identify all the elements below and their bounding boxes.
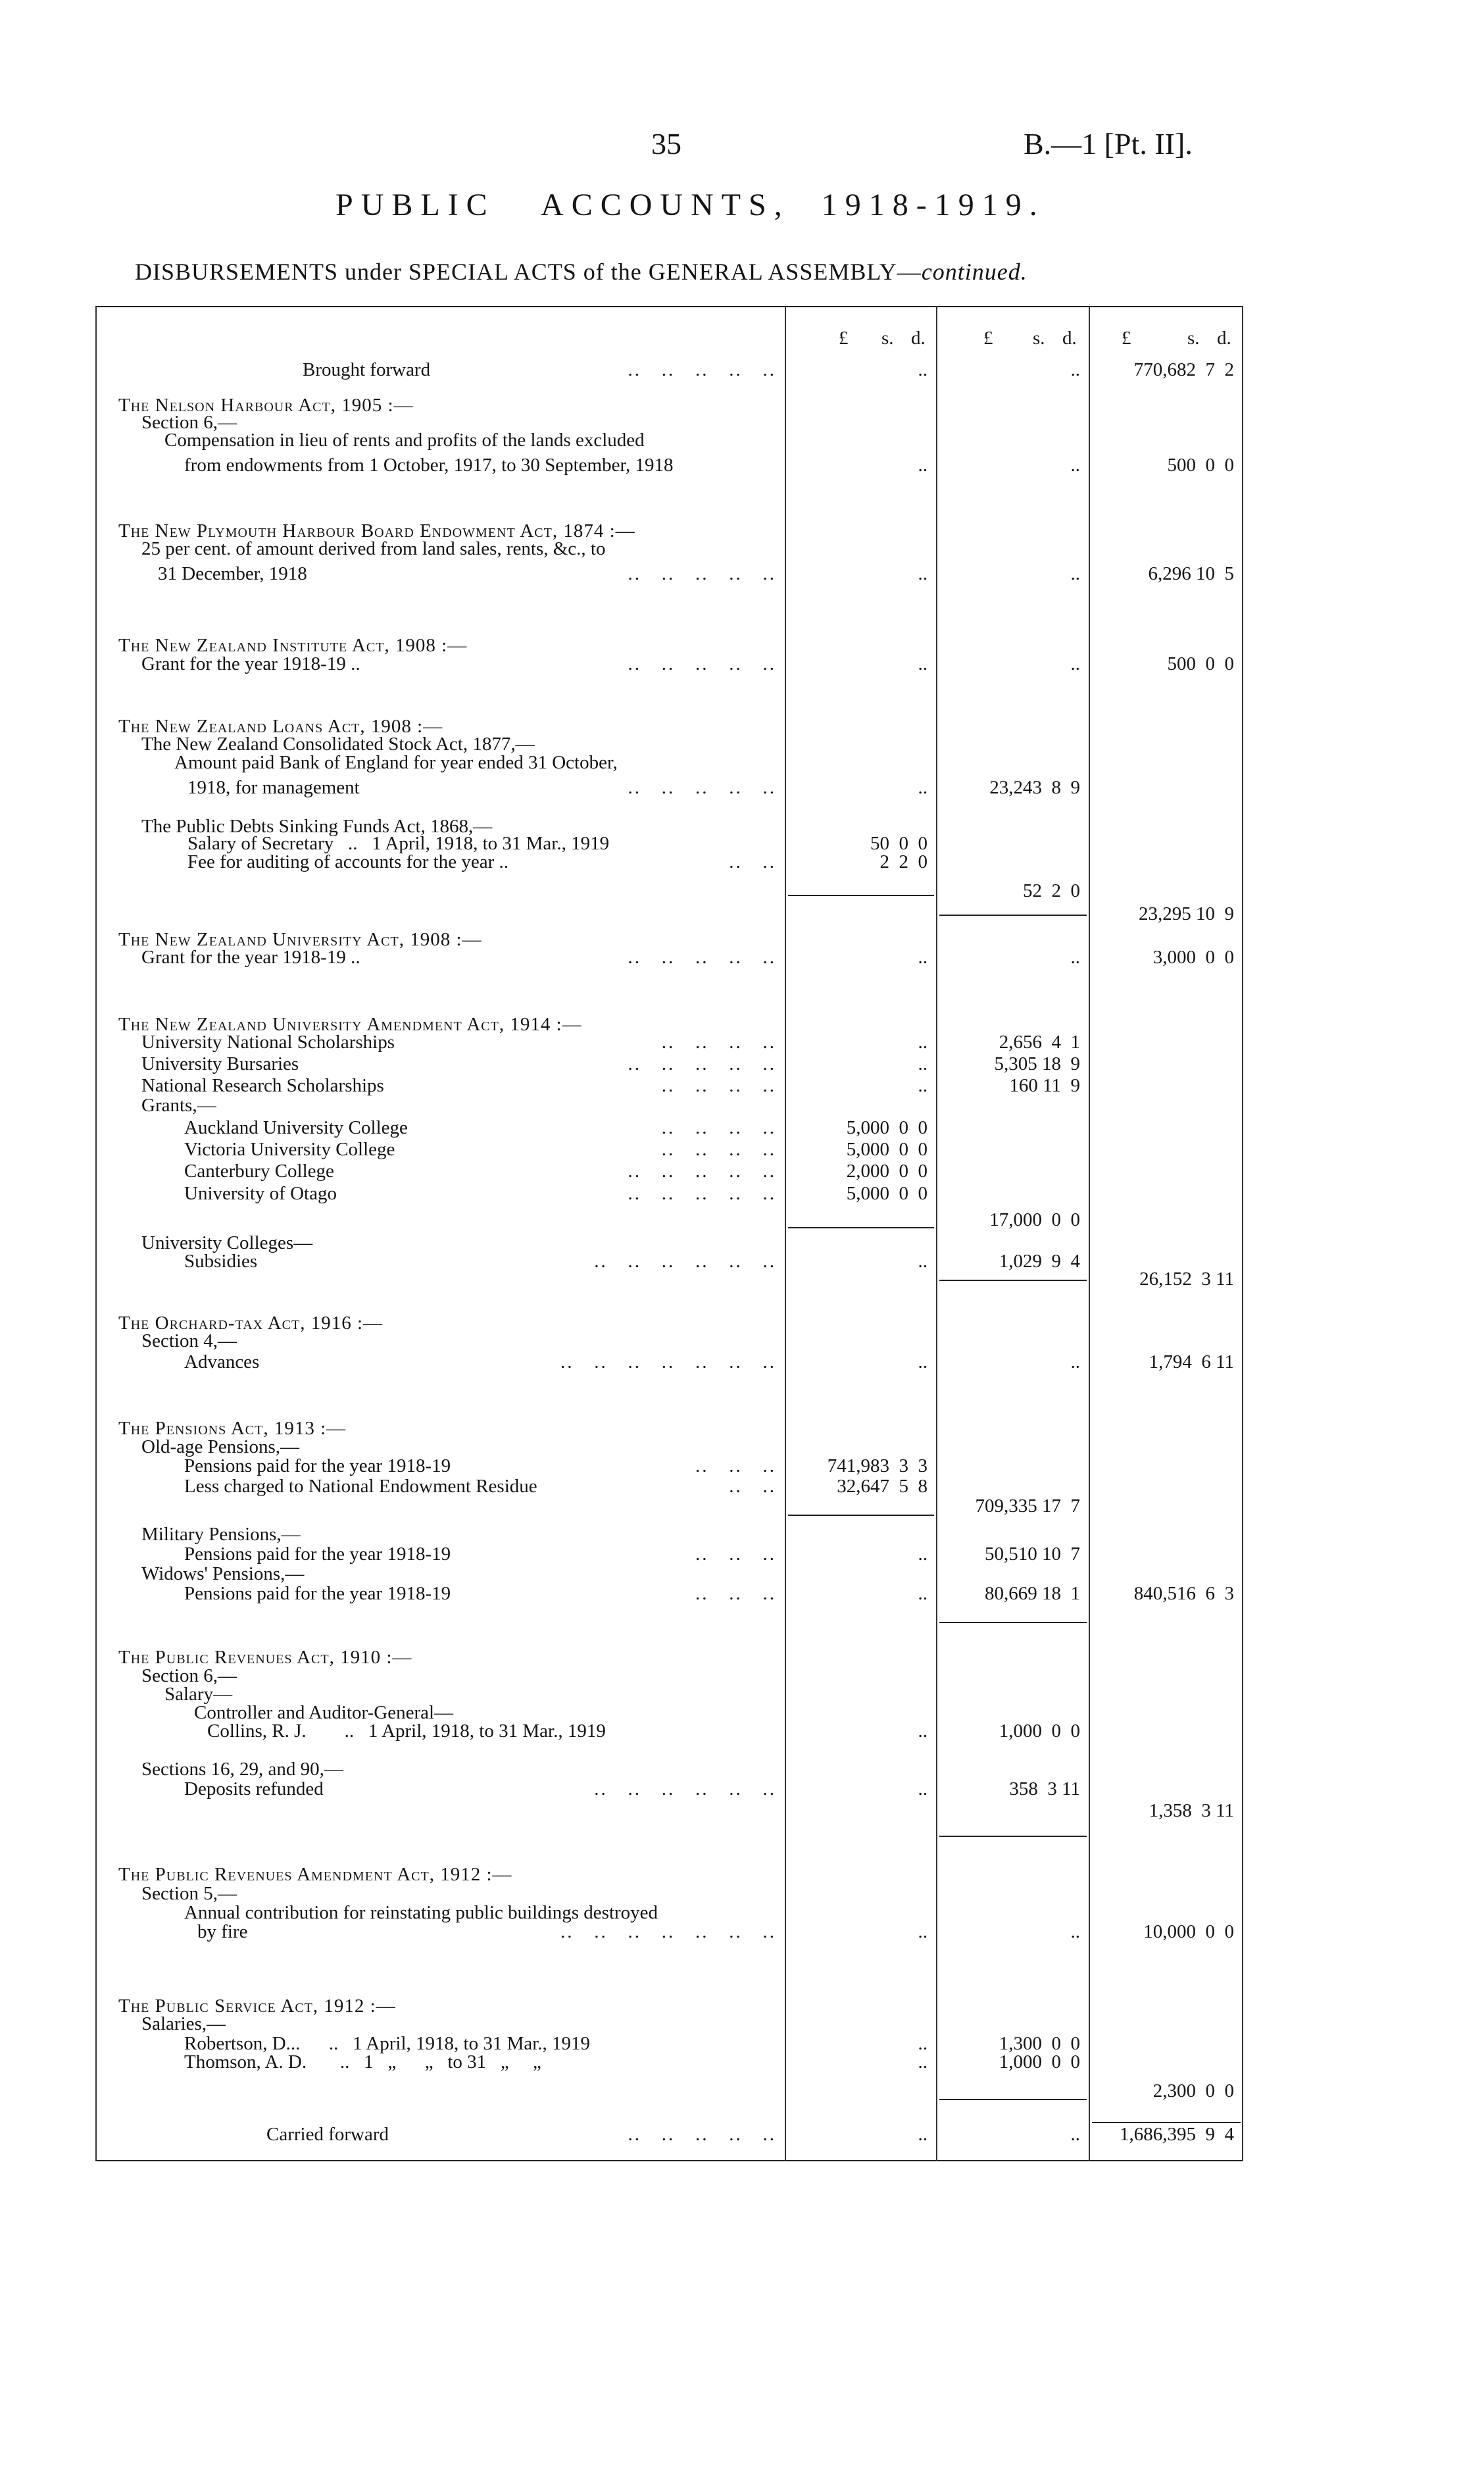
amount-c2: 50,510 10 7 bbox=[985, 1544, 1080, 1565]
item-label: National Research Scholarships bbox=[141, 1075, 384, 1096]
col2-pound-header: £ bbox=[983, 328, 993, 349]
item-label: Pensions paid for the year 1918-19 bbox=[184, 1544, 451, 1565]
subtitle-main: DISBURSEMENTS under SPECIAL ACTS of the GENERAL ASSEMBLY— bbox=[135, 259, 922, 285]
amount-c1: .. bbox=[918, 1053, 928, 1074]
item-label: Section 4,— bbox=[141, 1330, 237, 1351]
subtotal-rule bbox=[939, 1836, 1087, 1837]
item-label: Fee for auditing of accounts for the year .. bbox=[187, 851, 508, 872]
item-label: Brought forward bbox=[303, 359, 431, 380]
dot-leader: .. .. .. .. .. bbox=[628, 653, 776, 674]
item-label: Compensation in lieu of rents and profits of the lands excluded bbox=[164, 430, 645, 451]
amount-c1: .. bbox=[918, 1351, 928, 1372]
item-label: Salaries,— bbox=[141, 2013, 226, 2034]
subtotal-rule bbox=[939, 2099, 1087, 2100]
amount-c1: .. bbox=[918, 1075, 928, 1096]
amount-c1: .. bbox=[918, 1921, 928, 1942]
subtotal-rule bbox=[939, 1622, 1087, 1623]
item-label: Subsidies bbox=[184, 1251, 258, 1272]
amount-c2: .. bbox=[1070, 455, 1080, 476]
item-label: Carried forward bbox=[266, 2124, 389, 2145]
dot-leader: .. .. .. .. bbox=[661, 1117, 776, 1138]
act-heading: The New Zealand Loans Act, 1908 :— bbox=[118, 716, 443, 737]
col3-pound-header: £ bbox=[1122, 328, 1131, 349]
item-label: Grant for the year 1918-19 .. bbox=[141, 653, 360, 674]
act-heading: The Public Revenues Amendment Act, 1912 :— bbox=[118, 1864, 512, 1885]
item-label: Thomson, A. D. .. 1 „ „ to 31 „ „ bbox=[184, 2051, 541, 2072]
item-label: Military Pensions,— bbox=[141, 1524, 301, 1545]
amount-c3: 840,516 6 3 bbox=[1133, 1583, 1234, 1604]
item-label: Grant for the year 1918-19 .. bbox=[141, 947, 360, 968]
page-reference: B.—1 [Pt. II]. bbox=[1024, 127, 1193, 161]
amount-c3: 6,296 10 5 bbox=[1148, 563, 1234, 584]
act-heading: The New Zealand Institute Act, 1908 :— bbox=[118, 635, 468, 656]
table-left-border bbox=[95, 306, 97, 2161]
item-label: Collins, R. J. .. 1 April, 1918, to 31 Mar., 1919 bbox=[207, 1721, 606, 1742]
item-label: Pensions paid for the year 1918-19 bbox=[184, 1583, 451, 1604]
amount-c2: 1,000 0 0 bbox=[999, 1721, 1080, 1742]
amount-c2: .. bbox=[1070, 947, 1080, 968]
item-label: Salary— bbox=[164, 1684, 233, 1705]
dot-leader: .. .. .. .. bbox=[661, 1139, 776, 1160]
act-heading: The New Zealand University Amendment Act, 1914 :— bbox=[118, 1014, 582, 1035]
item-label: Annual contribution for reinstating public buildings destroyed bbox=[184, 1902, 658, 1923]
page-subtitle bbox=[135, 260, 1027, 284]
amount-c2: 52 2 0 bbox=[1023, 880, 1080, 901]
amount-c2: .. bbox=[1070, 1921, 1080, 1942]
amount-c1: .. bbox=[918, 455, 928, 476]
amount-c1: .. bbox=[918, 1721, 928, 1742]
dot-leader: .. .. .. .. .. bbox=[628, 777, 776, 798]
amount-c2: 2,656 4 1 bbox=[999, 1032, 1080, 1053]
page-title: PUBLIC ACCOUNTS, 1918-1919. bbox=[335, 188, 1045, 222]
dot-leader: .. .. .. .. bbox=[661, 1075, 776, 1096]
item-label: Pensions paid for the year 1918-19 bbox=[184, 1455, 451, 1476]
item-label: Deposits refunded bbox=[184, 1778, 324, 1799]
subtotal-rule bbox=[939, 1280, 1087, 1281]
item-label: Victoria University College bbox=[184, 1139, 395, 1160]
amount-c1: .. bbox=[918, 563, 928, 584]
amount-c3: 3,000 0 0 bbox=[1152, 947, 1234, 968]
column-divider-3 bbox=[1089, 306, 1090, 2161]
col1-pence-header: d. bbox=[911, 328, 926, 349]
amount-c1: .. bbox=[918, 1544, 928, 1565]
amount-c1: 50 0 0 bbox=[870, 833, 928, 854]
amount-c2: .. bbox=[1070, 2124, 1080, 2145]
dot-leader: .. .. bbox=[729, 851, 776, 872]
amount-c2: 23,243 8 9 bbox=[989, 777, 1080, 798]
amount-c1: .. bbox=[918, 1251, 928, 1272]
amount-c2: .. bbox=[1070, 1351, 1080, 1372]
act-heading: The Public Revenues Act, 1910 :— bbox=[118, 1647, 412, 1668]
amount-c2: 358 3 11 bbox=[1009, 1778, 1080, 1799]
amount-c3: 10,000 0 0 bbox=[1143, 1921, 1234, 1942]
amount-c1: 741,983 3 3 bbox=[827, 1455, 928, 1476]
amount-c1: .. bbox=[918, 2033, 928, 2054]
item-label: Controller and Auditor-General— bbox=[194, 1702, 454, 1723]
dot-leader: .. .. .. .. bbox=[661, 1032, 776, 1053]
act-heading: The Orchard-tax Act, 1916 :— bbox=[118, 1313, 383, 1334]
amount-c1: 5,000 0 0 bbox=[846, 1117, 928, 1138]
subtotal-rule bbox=[1092, 2122, 1241, 2123]
item-label: University National Scholarships bbox=[141, 1032, 395, 1053]
dot-leader: .. .. .. bbox=[695, 1583, 776, 1604]
col2-shilling-header: s. bbox=[1033, 328, 1045, 349]
item-label: University Colleges— bbox=[141, 1232, 313, 1253]
amount-c1: 5,000 0 0 bbox=[846, 1139, 928, 1160]
col3-pence-header: d. bbox=[1217, 328, 1231, 349]
table-bottom-rule bbox=[95, 2160, 1243, 2161]
amount-c2: 17,000 0 0 bbox=[989, 1209, 1080, 1230]
amount-c1: 5,000 0 0 bbox=[846, 1183, 928, 1204]
item-label: Section 6,— bbox=[141, 412, 237, 433]
dot-leader: .. .. .. bbox=[695, 1544, 776, 1565]
subtotal-rule bbox=[939, 915, 1087, 916]
dot-leader: .. .. .. bbox=[695, 1455, 776, 1476]
amount-c2: 80,669 18 1 bbox=[985, 1583, 1080, 1604]
dot-leader: .. .. bbox=[729, 1476, 776, 1497]
subtotal-rule bbox=[788, 895, 934, 896]
table-right-border bbox=[1242, 306, 1243, 2161]
amount-c2: 1,300 0 0 bbox=[999, 2033, 1080, 2054]
dot-leader: .. .. .. .. .. bbox=[628, 1183, 776, 1204]
column-divider-1 bbox=[785, 306, 786, 2161]
amount-c1: .. bbox=[918, 2051, 928, 2072]
amount-c1: .. bbox=[918, 653, 928, 674]
item-label: Amount paid Bank of England for year ended 31 October, bbox=[174, 752, 618, 773]
amount-c2: 1,029 9 4 bbox=[999, 1251, 1080, 1272]
item-label: 1918, for management bbox=[187, 777, 360, 798]
dot-leader: .. .. .. .. .. .. .. bbox=[560, 1351, 776, 1372]
col1-shilling-header: s. bbox=[881, 328, 894, 349]
amount-c2: .. bbox=[1070, 563, 1080, 584]
item-label: 31 December, 1918 bbox=[158, 563, 307, 584]
dot-leader: .. .. .. .. .. bbox=[628, 947, 776, 968]
amount-c2: 709,335 17 7 bbox=[975, 1495, 1080, 1517]
col3-shilling-header: s. bbox=[1187, 328, 1200, 349]
subtotal-rule bbox=[788, 1515, 934, 1516]
item-label: Section 5,— bbox=[141, 1883, 237, 1904]
item-label: Sections 16, 29, and 90,— bbox=[141, 1759, 343, 1780]
amount-c3: 1,794 6 11 bbox=[1149, 1351, 1234, 1372]
dot-leader: .. .. .. .. .. bbox=[628, 359, 776, 380]
dot-leader: .. .. .. .. .. .. .. bbox=[560, 1921, 776, 1942]
amount-c1: .. bbox=[918, 1032, 928, 1053]
amount-c3: 770,682 7 2 bbox=[1133, 359, 1234, 380]
item-label: Robertson, D... .. 1 April, 1918, to 31 Mar., 1919 bbox=[184, 2033, 591, 2054]
amount-c2: 1,000 0 0 bbox=[999, 2051, 1080, 2072]
amount-c1: 32,647 5 8 bbox=[837, 1476, 928, 1497]
item-label: Old-age Pensions,— bbox=[141, 1436, 300, 1457]
dot-leader: .. .. .. .. .. .. bbox=[594, 1251, 776, 1272]
amount-c1: .. bbox=[918, 777, 928, 798]
col2-pence-header: d. bbox=[1062, 328, 1077, 349]
amount-c3: 23,295 10 9 bbox=[1139, 903, 1234, 924]
amount-c1: .. bbox=[918, 359, 928, 380]
amount-c3: 26,152 3 11 bbox=[1139, 1269, 1234, 1290]
item-label: from endowments from 1 October, 1917, to 30 September, 1918 bbox=[184, 455, 674, 476]
table-top-rule bbox=[95, 306, 1243, 307]
item-label: Section 6,— bbox=[141, 1665, 237, 1686]
amount-c2: 5,305 18 9 bbox=[994, 1053, 1080, 1074]
amount-c3: 500 0 0 bbox=[1167, 455, 1234, 476]
item-label: Auckland University College bbox=[184, 1117, 408, 1138]
amount-c2: 160 11 9 bbox=[1009, 1075, 1080, 1096]
amount-c3: 2,300 0 0 bbox=[1152, 2080, 1234, 2101]
col1-pound-header: £ bbox=[839, 328, 849, 349]
amount-c2: .. bbox=[1070, 653, 1080, 674]
page-number: 35 bbox=[651, 127, 681, 161]
item-label: The Public Debts Sinking Funds Act, 1868,— bbox=[141, 816, 493, 837]
amount-c1: 2 2 0 bbox=[879, 851, 928, 872]
act-heading: The Public Service Act, 1912 :— bbox=[118, 1996, 396, 2017]
amount-c1: .. bbox=[918, 947, 928, 968]
item-label: University of Otago bbox=[184, 1183, 337, 1204]
dot-leader: .. .. .. .. .. bbox=[628, 563, 776, 584]
act-heading: The Nelson Harbour Act, 1905 :— bbox=[118, 395, 414, 416]
amount-c1: 2,000 0 0 bbox=[846, 1161, 928, 1182]
subtitle-continued: continued. bbox=[921, 259, 1027, 285]
item-label: The New Zealand Consolidated Stock Act, 1877,— bbox=[141, 734, 535, 755]
act-heading: The Pensions Act, 1913 :— bbox=[118, 1418, 347, 1439]
item-label: Advances bbox=[184, 1351, 260, 1372]
act-heading: The New Plymouth Harbour Board Endowment Act, 1874 :— bbox=[118, 520, 635, 541]
amount-c3: 500 0 0 bbox=[1167, 653, 1234, 674]
column-divider-2 bbox=[936, 306, 937, 2161]
dot-leader: .. .. .. .. .. bbox=[628, 1053, 776, 1074]
dot-leader: .. .. .. .. .. bbox=[628, 1161, 776, 1182]
item-label: Canterbury College bbox=[184, 1161, 334, 1182]
item-label: Less charged to National Endowment Residue bbox=[184, 1476, 537, 1497]
amount-c1: .. bbox=[918, 1583, 928, 1604]
amount-c3: 1,358 3 11 bbox=[1149, 1800, 1234, 1821]
item-label: Grants,— bbox=[141, 1095, 216, 1116]
item-label: by fire bbox=[197, 1921, 248, 1942]
dot-leader: .. .. .. .. .. bbox=[628, 2124, 776, 2145]
amount-c2: .. bbox=[1070, 359, 1080, 380]
item-label: Widows' Pensions,— bbox=[141, 1563, 305, 1584]
subtotal-rule bbox=[788, 1227, 934, 1228]
amount-c3: 1,686,395 9 4 bbox=[1120, 2124, 1234, 2145]
act-heading: The New Zealand University Act, 1908 :— bbox=[118, 929, 482, 950]
dot-leader: .. .. .. .. .. .. bbox=[594, 1778, 776, 1799]
amount-c1: .. bbox=[918, 1778, 928, 1799]
item-label: 25 per cent. of amount derived from land sales, rents, &c., to bbox=[141, 538, 606, 559]
amount-c1: .. bbox=[918, 2124, 928, 2145]
item-label: Salary of Secretary .. 1 April, 1918, to 31 Mar., 1919 bbox=[187, 833, 610, 854]
item-label: University Bursaries bbox=[141, 1053, 299, 1074]
